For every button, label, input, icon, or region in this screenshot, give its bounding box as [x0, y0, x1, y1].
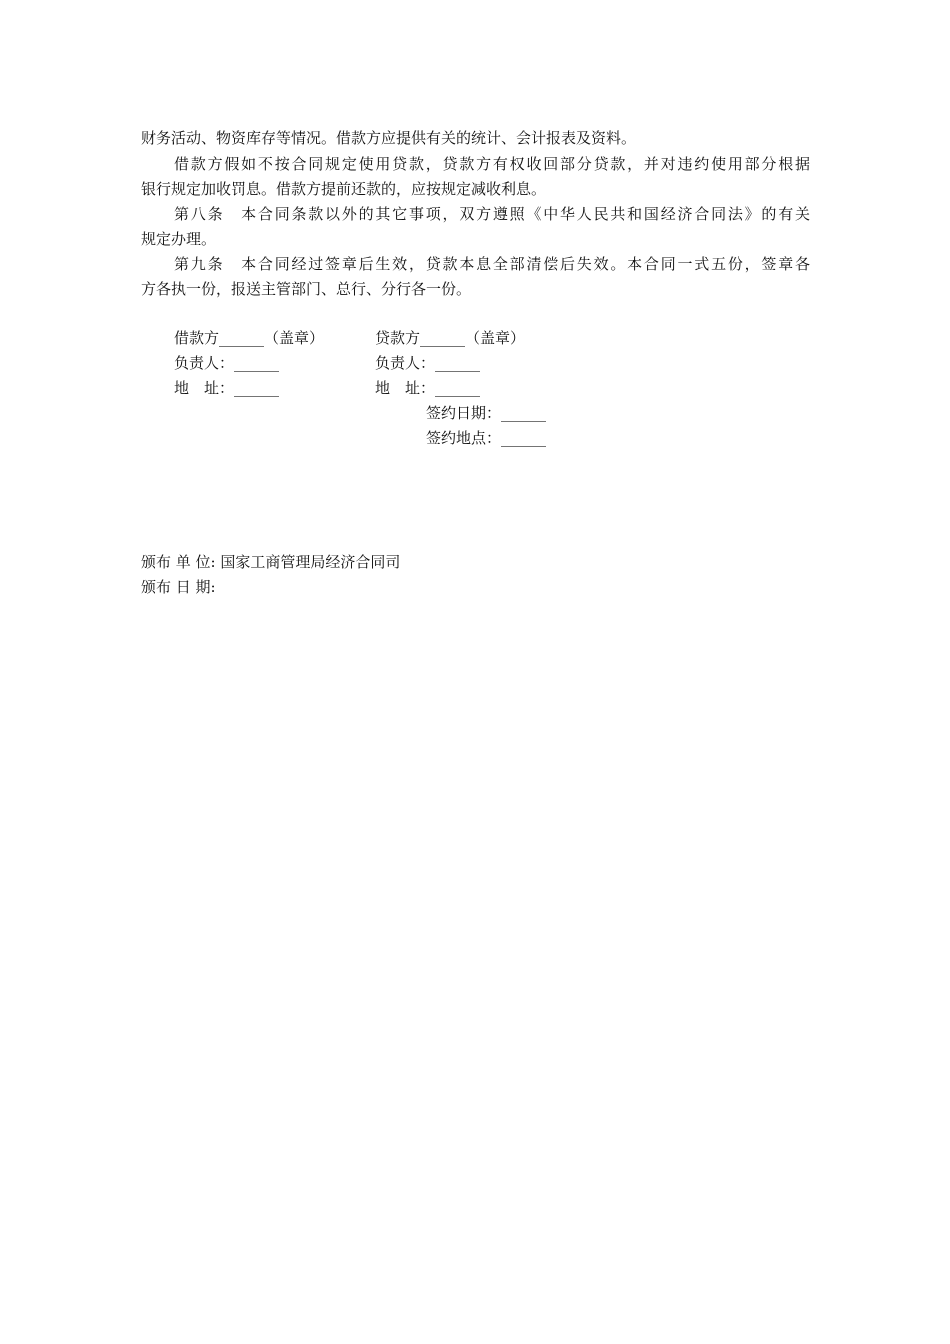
article-9-line-2: 方各执一份，报送主管部门、总行、分行各一份。	[141, 280, 472, 298]
article-9-line-1: 第九条 本合同经过签章后生效，贷款本息全部清偿后失效。本合同一式五份，签章各	[174, 255, 810, 273]
body-line-2: 借款方假如不按合同规定使用贷款，贷款方有权收回部分贷款，并对违约使用部分根据	[174, 155, 810, 173]
lender-address: 地 址：______	[375, 379, 481, 397]
signing-date: 签约日期：______	[426, 404, 547, 422]
body-line-3: 银行规定加收罚息。借款方提前还款的，应按规定减收利息。	[141, 180, 547, 198]
issuing-date: 颁布 日 期:	[141, 578, 216, 596]
borrower-responsible-person: 负责人：______	[174, 354, 280, 372]
lender-responsible-person: 负责人：______	[375, 354, 481, 372]
article-8-line-2: 规定办理。	[141, 230, 217, 248]
signing-place: 签约地点：______	[426, 429, 547, 447]
borrower-seal: 借款方______（盖章）	[174, 329, 325, 347]
lender-seal: 贷款方______（盖章）	[375, 329, 526, 347]
article-8-line-1: 第八条 本合同条款以外的其它事项，双方遵照《中华人民共和国经济合同法》的有关	[174, 205, 810, 223]
body-line-1: 财务活动、物资库存等情况。借款方应提供有关的统计、会计报表及资料。	[141, 129, 637, 147]
borrower-address: 地 址：______	[174, 379, 280, 397]
issuing-unit: 颁布 单 位: 国家工商管理局经济合同司	[141, 553, 401, 571]
